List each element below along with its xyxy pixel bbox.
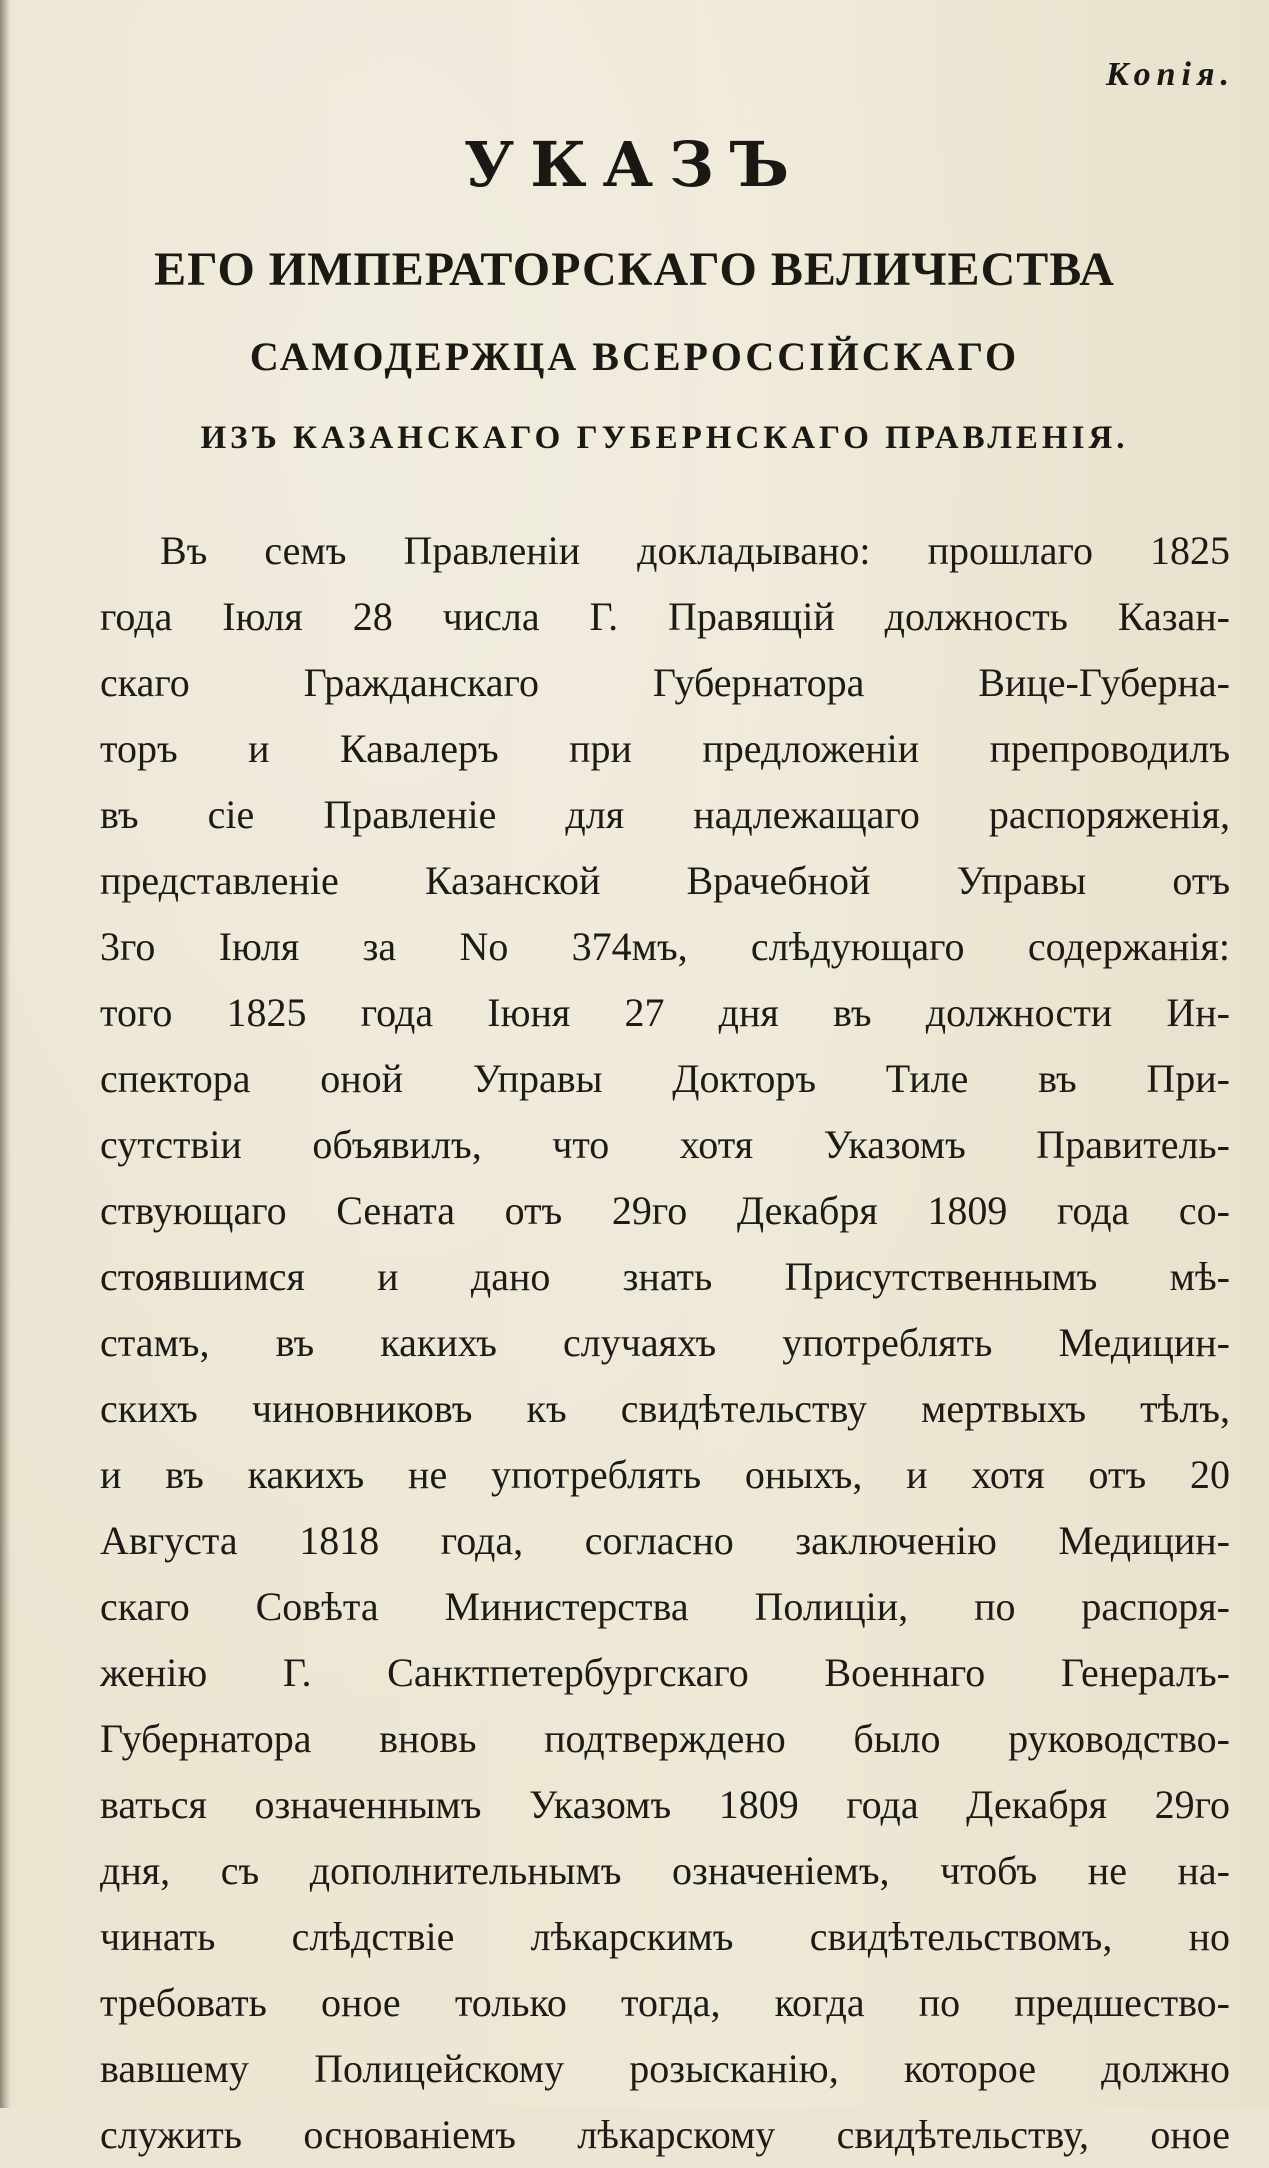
text-line: того 1825 года Іюня 27 дня въ должности Ин- — [100, 990, 1230, 1035]
text-line: спектора оной Управы Докторъ Тиле въ При- — [100, 1056, 1230, 1101]
text-line: въ сіе Правленіе для надлежащаго распоряженія, — [100, 792, 1230, 837]
text-line: Губернатора вновь подтверждено было руководство- — [100, 1716, 1230, 1761]
text-line: ваться означеннымъ Указомъ 1809 года Декабря 29го — [100, 1782, 1230, 1827]
document-title: УКАЗЪ — [463, 128, 806, 201]
text-line: сутствіи объявилъ, что хотя Указомъ Правитель- — [100, 1122, 1230, 1167]
subtitle-majesty: ЕГО ИМПЕРАТОРСКАГО ВЕЛИЧЕСТВА — [154, 243, 1115, 296]
text-line: дня, съ дополнительнымъ означеніемъ, чтобъ не на- — [100, 1848, 1230, 1893]
text-line: женію Г. Санктпетербургскаго Военнаго Генералъ- — [100, 1650, 1230, 1695]
text-line: служить основаніемъ лѣкарскому свидѣтельству, оное — [100, 2112, 1230, 2157]
body-text — [100, 518, 1230, 2168]
text-line: скихъ чиновниковъ къ свидѣтельству мертвыхъ тѣлъ, — [100, 1386, 1230, 1431]
text-line: стоявшимся и дано знать Присутственнымъ мѣ- — [100, 1254, 1230, 1299]
text-line: скаго Совѣта Министерства Полиціи, по распоря- — [100, 1584, 1230, 1629]
text-line: года Іюля 28 числа Г. Правящій должность Казан- — [100, 594, 1230, 639]
text-line: чинать слѣдствіе лѣкарскимъ свидѣтельствомъ, но — [100, 1914, 1230, 1959]
text-line: торъ и Кавалеръ при предложеніи препроводилъ — [100, 726, 1230, 771]
text-line: Августа 1818 года, согласно заключенію Медицин- — [100, 1518, 1230, 1563]
text-line: стамъ, въ какихъ случаяхъ употреблять Медицин- — [100, 1320, 1230, 1365]
text-line: представленіе Казанской Врачебной Управы отъ — [100, 858, 1230, 903]
text-line: 3го Іюля за No 374мъ, слѣдующаго содержанія: — [100, 924, 1230, 969]
subtitle-board: ИЗЪ КАЗАНСКАГО ГУБЕРНСКАГО ПРАВЛЕНІЯ. — [200, 420, 1129, 456]
subtitle-autocrat: САМОДЕРЖЦА ВСЕРОССІЙСКАГО — [249, 334, 1020, 379]
text-line: вавшему Полицейскому розысканію, которое должно — [100, 2046, 1230, 2091]
text-line: Въ семъ Правленіи докладывано: прошлаго 1825 — [160, 528, 1230, 573]
page-spine-edge — [0, 0, 10, 2108]
text-line: требовать оное только тогда, когда по предшество- — [100, 1980, 1230, 2025]
text-line: скаго Гражданскаго Губернатора Вице-Губерна- — [100, 660, 1230, 705]
text-line: ствующаго Сената отъ 29го Декабря 1809 года со- — [100, 1188, 1230, 1233]
copy-mark: Копія. — [1105, 56, 1235, 93]
text-line: и въ какихъ не употреблять оныхъ, и хотя отъ 20 — [100, 1452, 1230, 1497]
